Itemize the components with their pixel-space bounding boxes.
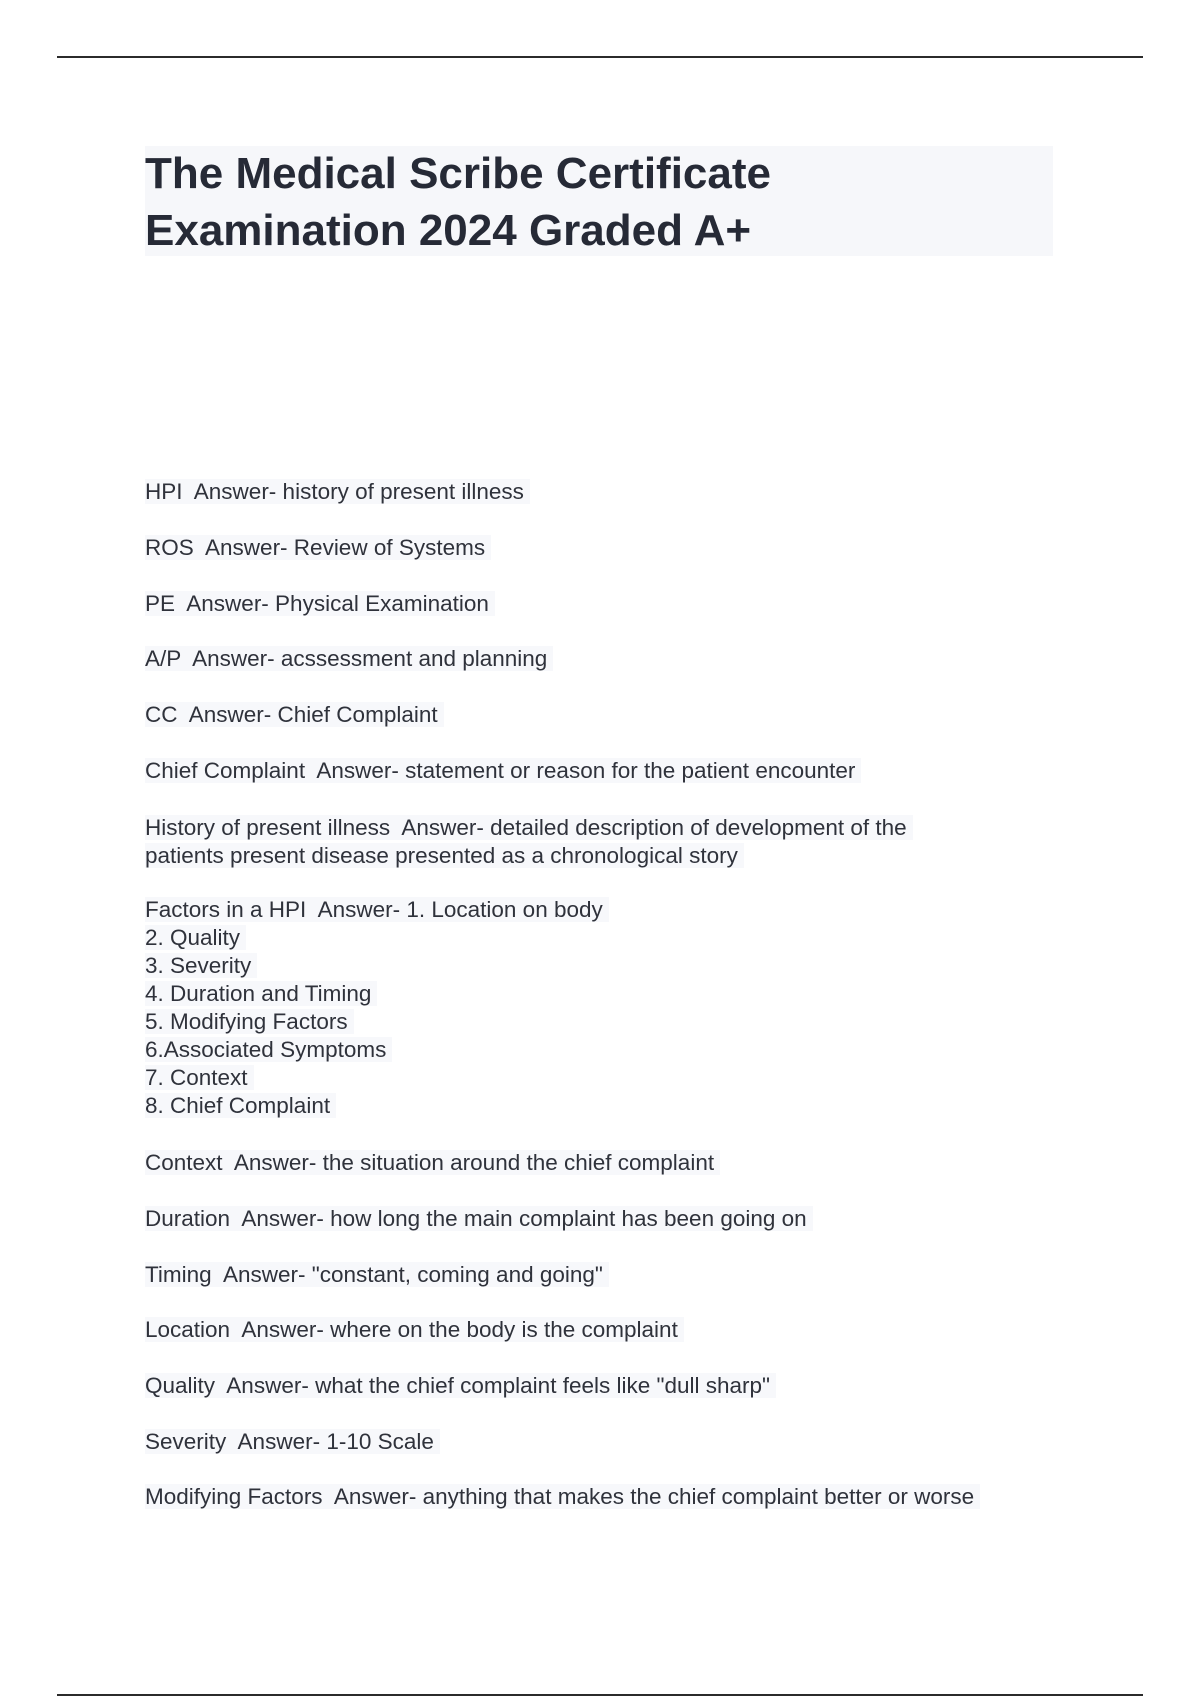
qa-term: CC [145,702,178,727]
qa-term: Location [145,1317,231,1342]
qa-term: Modifying Factors [145,1484,323,1509]
qa-answer: Answer- anything that makes the chief complaint better or worse [333,1484,975,1509]
hpi-factor-list-item: 5. Modifying Factors [145,1009,354,1034]
hpi-factor-list-item: 4. Duration and Timing [145,981,377,1006]
qa-item-duration [145,1205,813,1233]
qa-answer: Answer- how long the main complaint has been going on [241,1206,807,1231]
qa-item-severity [145,1428,440,1456]
qa-item-history-present-illness [145,814,913,870]
qa-answer: Answer- where on the body is the complaint [241,1317,678,1342]
qa-answer: Answer- detailed description of development of the [401,815,907,840]
qa-term: HPI [145,479,183,504]
qa-term: Chief Complaint [145,758,306,783]
qa-item-pe [145,590,495,618]
qa-answer: Answer- 1-10 Scale [237,1429,434,1454]
qa-term: Timing [145,1262,212,1287]
hpi-factor-list-item: 7. Context [145,1065,254,1090]
qa-term: PE [145,591,176,616]
qa-answer-continuation: patients present disease presented as a chronological story [145,843,744,868]
top-rule [57,56,1143,58]
qa-item-hpi [145,478,530,506]
document-title-line-2: Examination 2024 Graded A+ [145,206,752,255]
qa-answer: Answer- acssessment and planning [192,646,548,671]
qa-item-timing [145,1261,609,1289]
qa-item-ros [145,534,491,562]
qa-term: ROS [145,535,194,560]
qa-answer: Answer- Review of Systems [205,535,486,560]
qa-item-chief-complaint [145,757,861,785]
qa-item-context [145,1149,720,1177]
qa-item-quality [145,1372,776,1400]
qa-answer: Answer- history of present illness [193,479,524,504]
qa-term: Duration [145,1206,231,1231]
qa-term: A/P [145,646,181,671]
qa-item-cc [145,701,444,729]
bottom-rule [57,1694,1143,1696]
hpi-factor-list-item: 6.Associated Symptoms [145,1037,392,1062]
qa-answer: Answer- the situation around the chief complaint [233,1150,715,1175]
qa-term: Factors in a HPI [145,897,307,922]
qa-term: Quality [145,1373,216,1398]
qa-item-modifying-factors [145,1483,980,1511]
qa-item-factors-hpi [145,896,609,1120]
qa-term: Severity [145,1429,227,1454]
qa-answer: Answer- 1. Location on body [317,897,603,922]
qa-item-location [145,1316,684,1344]
qa-answer: Answer- Physical Examination [186,591,489,616]
qa-answer: Answer- what the chief complaint feels like "dull sharp" [226,1373,771,1398]
qa-answer: Answer- "constant, coming and going" [222,1262,603,1287]
title-block [145,146,1053,256]
hpi-factor-list-item: 8. Chief Complaint [145,1093,336,1118]
document-title-line-1: The Medical Scribe Certificate [145,149,771,198]
hpi-factor-list-item: 3. Severity [145,953,257,978]
qa-answer: Answer- Chief Complaint [188,702,438,727]
qa-item-ap [145,645,553,673]
hpi-factor-list-item: 2. Quality [145,925,246,950]
qa-answer: Answer- statement or reason for the patient encounter [316,758,856,783]
qa-term: History of present illness [145,815,391,840]
qa-term: Context [145,1150,223,1175]
